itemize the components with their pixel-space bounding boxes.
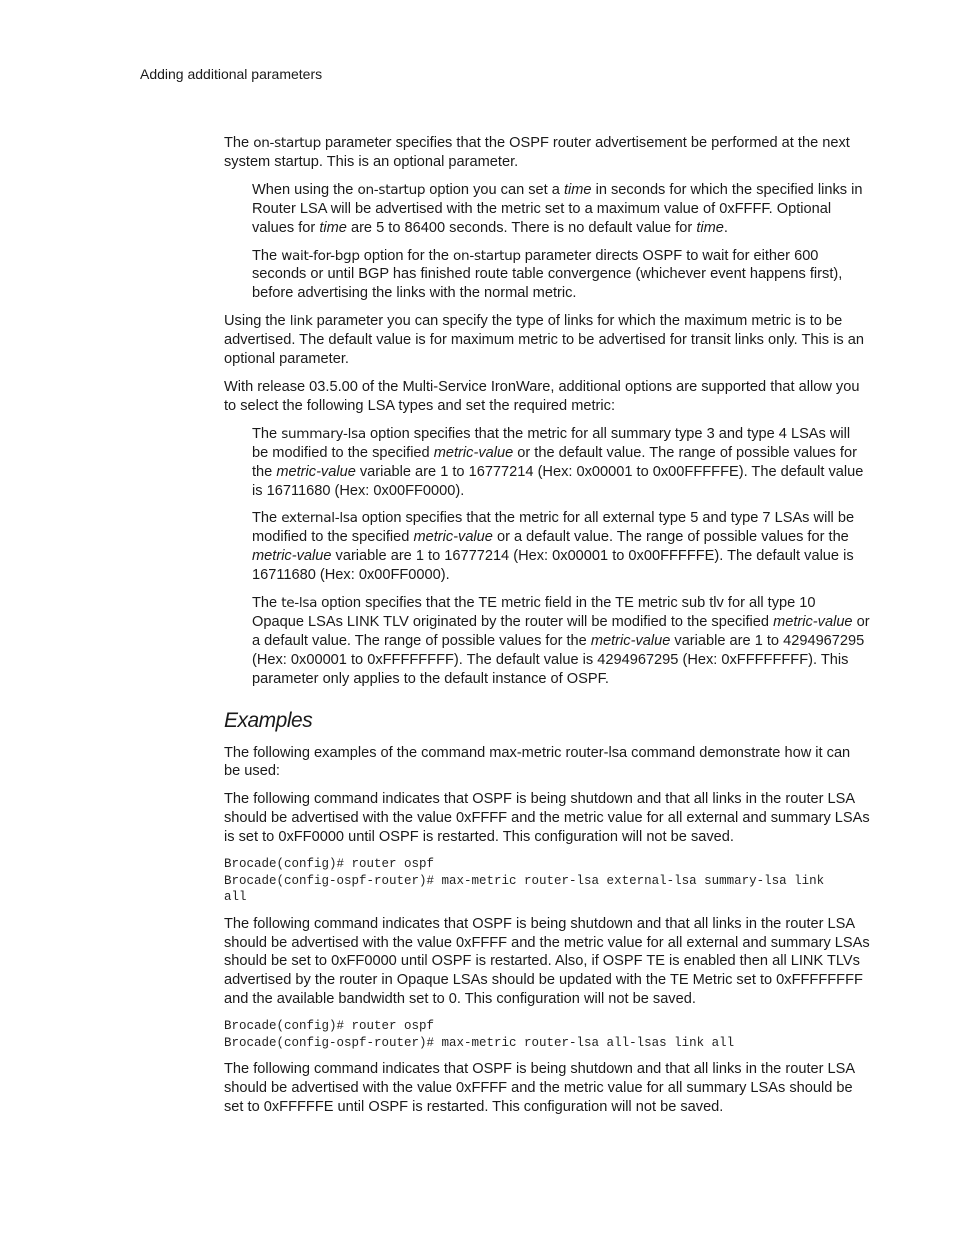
document-body xyxy=(224,134,870,1126)
keyword: on-startup xyxy=(357,181,426,198)
code-block-1: Brocade(config)# router ospf Brocade(config-ospf-router)# max-metric router-lsa external-lsa summary-lsa link all xyxy=(224,857,825,905)
paragraph-external-lsa: The external-lsa option specifies that the metric for all external type 5 and type 7 LSAs will be modified to the specified metric-value or a default value. The range of possible values for the metric-value variable are 1 to 16777214 (Hex: 0x00001 to 0x00FFFFFE). The default value is 16711680 (Hex: 0x00FF0000). xyxy=(252,510,855,584)
paragraph-release-note: With release 03.5.00 of the Multi-Service IronWare, additional options are supported that allow you to select the following LSA types and set the required metric: xyxy=(224,378,860,414)
paragraph-example-3: The following command indicates that OSPF is being shutdown and that all links in the router LSA should be advertised with the value 0xFFFF and the metric value for all summary LSAs should be set to 0xFFFFFE until OSPF is restarted. This configuration will not be saved. xyxy=(224,1061,855,1115)
paragraph-link: Using the link parameter you can specify the type of links for which the maximum metric is to be advertised. The default value is for maximum metric to be advertised for transit links only. This is an optional parameter. xyxy=(224,313,864,368)
keyword: te-lsa xyxy=(281,595,318,612)
examples-heading: Examples xyxy=(224,708,313,732)
paragraph-on-startup: The on-startup parameter specifies that the OSPF router advertisement be performed at the next system startup. This is an optional parameter. xyxy=(224,135,850,170)
keyword: external-lsa xyxy=(281,510,358,527)
paragraph-example-2: The following command indicates that OSPF is being shutdown and that all links in the router LSA should be advertised with the value 0xFFFF and the metric value for all external and summary LSAs should be set to 0xFF0000 until OSPF is restarted. Also, if OSPF TE is enabled then all LINK TLVs advertised by the router in Opaque LSAs should be updated with the TE Metric set to 0xFFFFFFFF and the available bandwidth set to 0. This configuration will not be saved. xyxy=(224,915,870,1008)
paragraph-summary-lsa: The summary-lsa option specifies that the metric for all summary type 3 and type 4 LSAs will be modified to the specified metric-value or the default value. The range of possible values for the metric-value variable are 1 to 16777214 (Hex: 0x00001 to 0x00FFFFFE). The default value is 16711680 (Hex: 0x00FF0000). xyxy=(252,425,864,499)
code-block-2: Brocade(config)# router ospf Brocade(config-ospf-router)# max-metric router-lsa all-lsas link all xyxy=(224,1019,735,1050)
keyword: summary-lsa xyxy=(281,425,366,442)
paragraph-examples-intro: The following examples of the command max-metric router-lsa command demonstrate how it can be used: xyxy=(224,744,851,780)
keyword: wait-for-bgp xyxy=(281,247,360,264)
keyword: on-startup xyxy=(453,247,521,264)
keyword: link xyxy=(289,313,313,330)
paragraph-te-lsa: The te-lsa option specifies that the TE metric field in the TE metric sub tlv for all type 10 Opaque LSAs LINK TLV originated by the router will be modified to the specified metric-value or a default value. The range of possible values for the metric-value variable are 1 to 4294967295 (Hex: 0x00001 to 0xFFFFFFFF). The default value is 4294967295 (Hex: 0xFFFFFFFF). This parameter only applies to the default instance of OSPF. xyxy=(252,595,870,687)
paragraph-example-1: The following command indicates that OSPF is being shutdown and that all links in the router LSA should be advertised with the value 0xFFFF and the metric value for all external and summary LSAs is set to 0xFF0000 until OSPF is restarted. This configuration will not be saved. xyxy=(224,791,870,846)
paragraph-on-startup-time: When using the on-startup option you can set a time in seconds for which the specified links in Router LSA will be advertised with the metric set to a maximum value of 0xFFFF. Optional values for time are 5 to 86400 seconds. There is no default value for time. xyxy=(252,181,863,236)
keyword: on-startup xyxy=(253,135,321,151)
paragraph-wait-for-bgp: The wait-for-bgp option for the on-startup parameter directs OSPF to wait for either 600 seconds or until BGP has finished route table convergence (whichever event happens first), before advertising the links with the normal metric. xyxy=(252,247,843,302)
running-header: Adding additional parameters xyxy=(140,66,323,82)
